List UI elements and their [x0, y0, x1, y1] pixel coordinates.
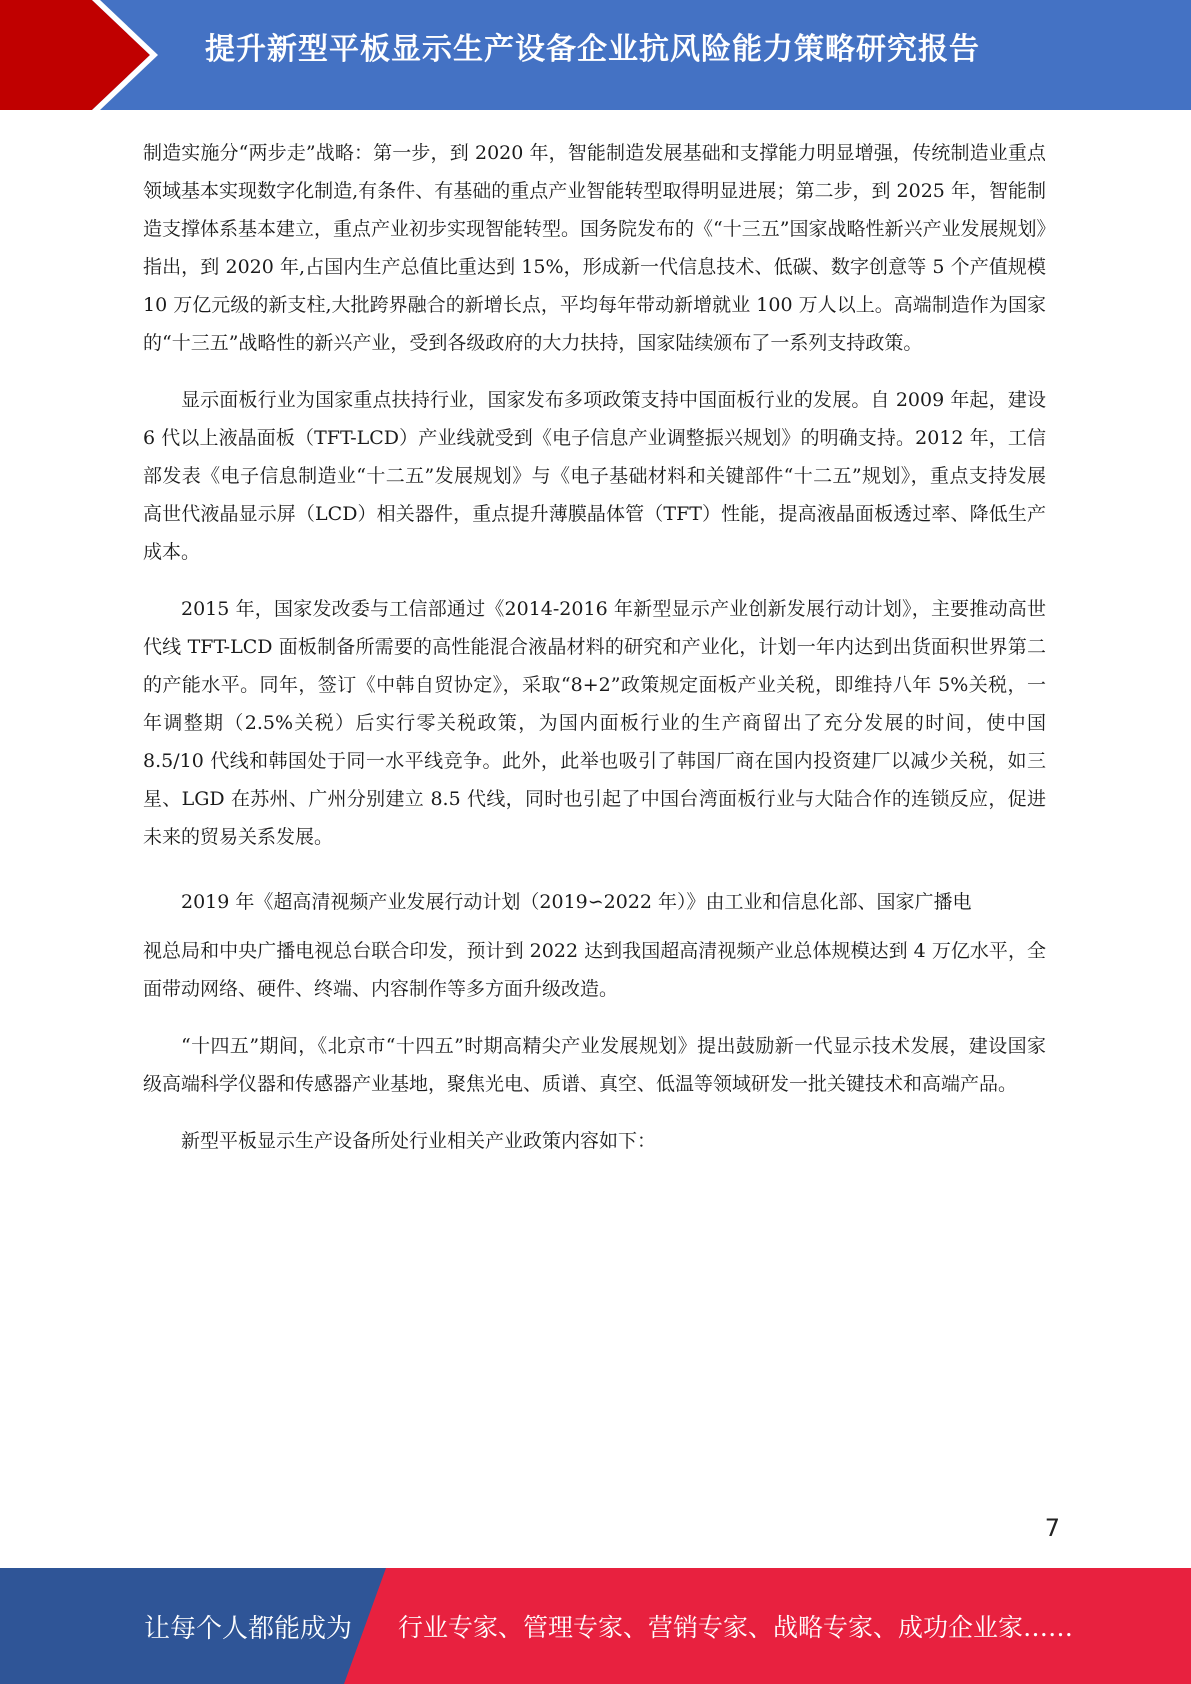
paragraph: 2015 年，国家发改委与工信部通过《2014-2016 年新型显示产业创新发展行动计划》，主要推动高世代线 TFT-LCD 面板制备所需要的高性能混合液晶材料的研究和产业化，计划一年内达到出货面积世界第二的产能水平。同年，签订《中韩自贸协定》，采取“8+2”政策规定面板产业关税，即维持八年 5%关税，一年调整期（2.5%关税）后实行零关税政策，为国内面板行业的生产商留出了充分发展的时间，使中国 8.5/10 代线和韩国处于同一水平线竞争。此外，此举也吸引了韩国厂商在国内投资建厂以减少关税，如三星、LGD 在苏州、广州分别建立 8.5 代线，同时也引起了中国台湾面板行业与大陆合作的连锁反应，促进未来的贸易关系发展。 — [143, 598, 1046, 848]
paragraph: 视总局和中央广播电视总台联合印发，预计到 2022 达到我国超高清视频产业总体规模达到 4 万亿水平，全面带动网络、硬件、终端、内容制作等多方面升级改造。 — [143, 940, 1046, 1000]
paragraph: “十四五”期间，《北京市“十四五”时期高精尖产业发展规划》提出鼓励新一代显示技术发展，建设国家级高端科学仪器和传感器产业基地，聚焦光电、质谱、真空、低温等领域研发一批关键技术和高端产品。 — [143, 1035, 1046, 1095]
paragraph: 制造实施分“两步走”战略：第一步，到 2020 年，智能制造发展基础和支撑能力明显增强，传统制造业重点领域基本实现数字化制造,有条件、有基础的重点产业智能转型取得明显进展；第二步，到 2025 年，智能制造支撑体系基本建立，重点产业初步实现智能转型。国务院发布的《“十三五”国家战略性新兴产业发展规划》指出，到 2020 年,占国内生产总值比重达到 15%，形成新一代信息技术、低碳、数字创意等 5 个产值规模 10 万亿元级的新支柱,大批跨界融合的新增长点，平均每年带动新增就业 100 万人以上。高端制造作为国家的“十三五”战略性的新兴产业，受到各级政府的大力扶持，国家陆续颁布了一系列支持政策。 — [143, 142, 1046, 354]
report-title: 提升新型平板显示生产设备企业抗风险能力策略研究报告 — [205, 32, 980, 67]
paragraph: 2019 年《超高清视频产业发展行动计划（2019∽2022 年）》由工业和信息化部、国家广播电 — [181, 891, 972, 913]
page-header — [0, 0, 1191, 110]
page-number: 7 — [1044, 1514, 1060, 1542]
footer-slogan-left: 让每个人都能成为 — [144, 1614, 353, 1644]
paragraph: 显示面板行业为国家重点扶持行业，国家发布多项政策支持中国面板行业的发展。自 2009 年起，建设 6 代以上液晶面板（TFT-LCD）产业线就受到《电子信息产业调整振兴规划》的明确支持。2012 年，工信部发表《电子信息制造业“十二五”发展规划》与《电子基础材料和关键部件“十二五”规划》，重点支持发展高世代液晶显示屏（LCD）相关器件，重点提升薄膜晶体管（TFT）性能，提高液晶面板透过率、降低生产成本。 — [143, 389, 1046, 563]
footer-slogan-right: 行业专家、管理专家、营销专家、战略专家、成功企业家…… — [398, 1613, 1074, 1642]
report-body — [143, 134, 1046, 1160]
paragraph: 新型平板显示生产设备所处行业相关产业政策内容如下： — [181, 1130, 657, 1152]
page-footer — [0, 1568, 1191, 1684]
